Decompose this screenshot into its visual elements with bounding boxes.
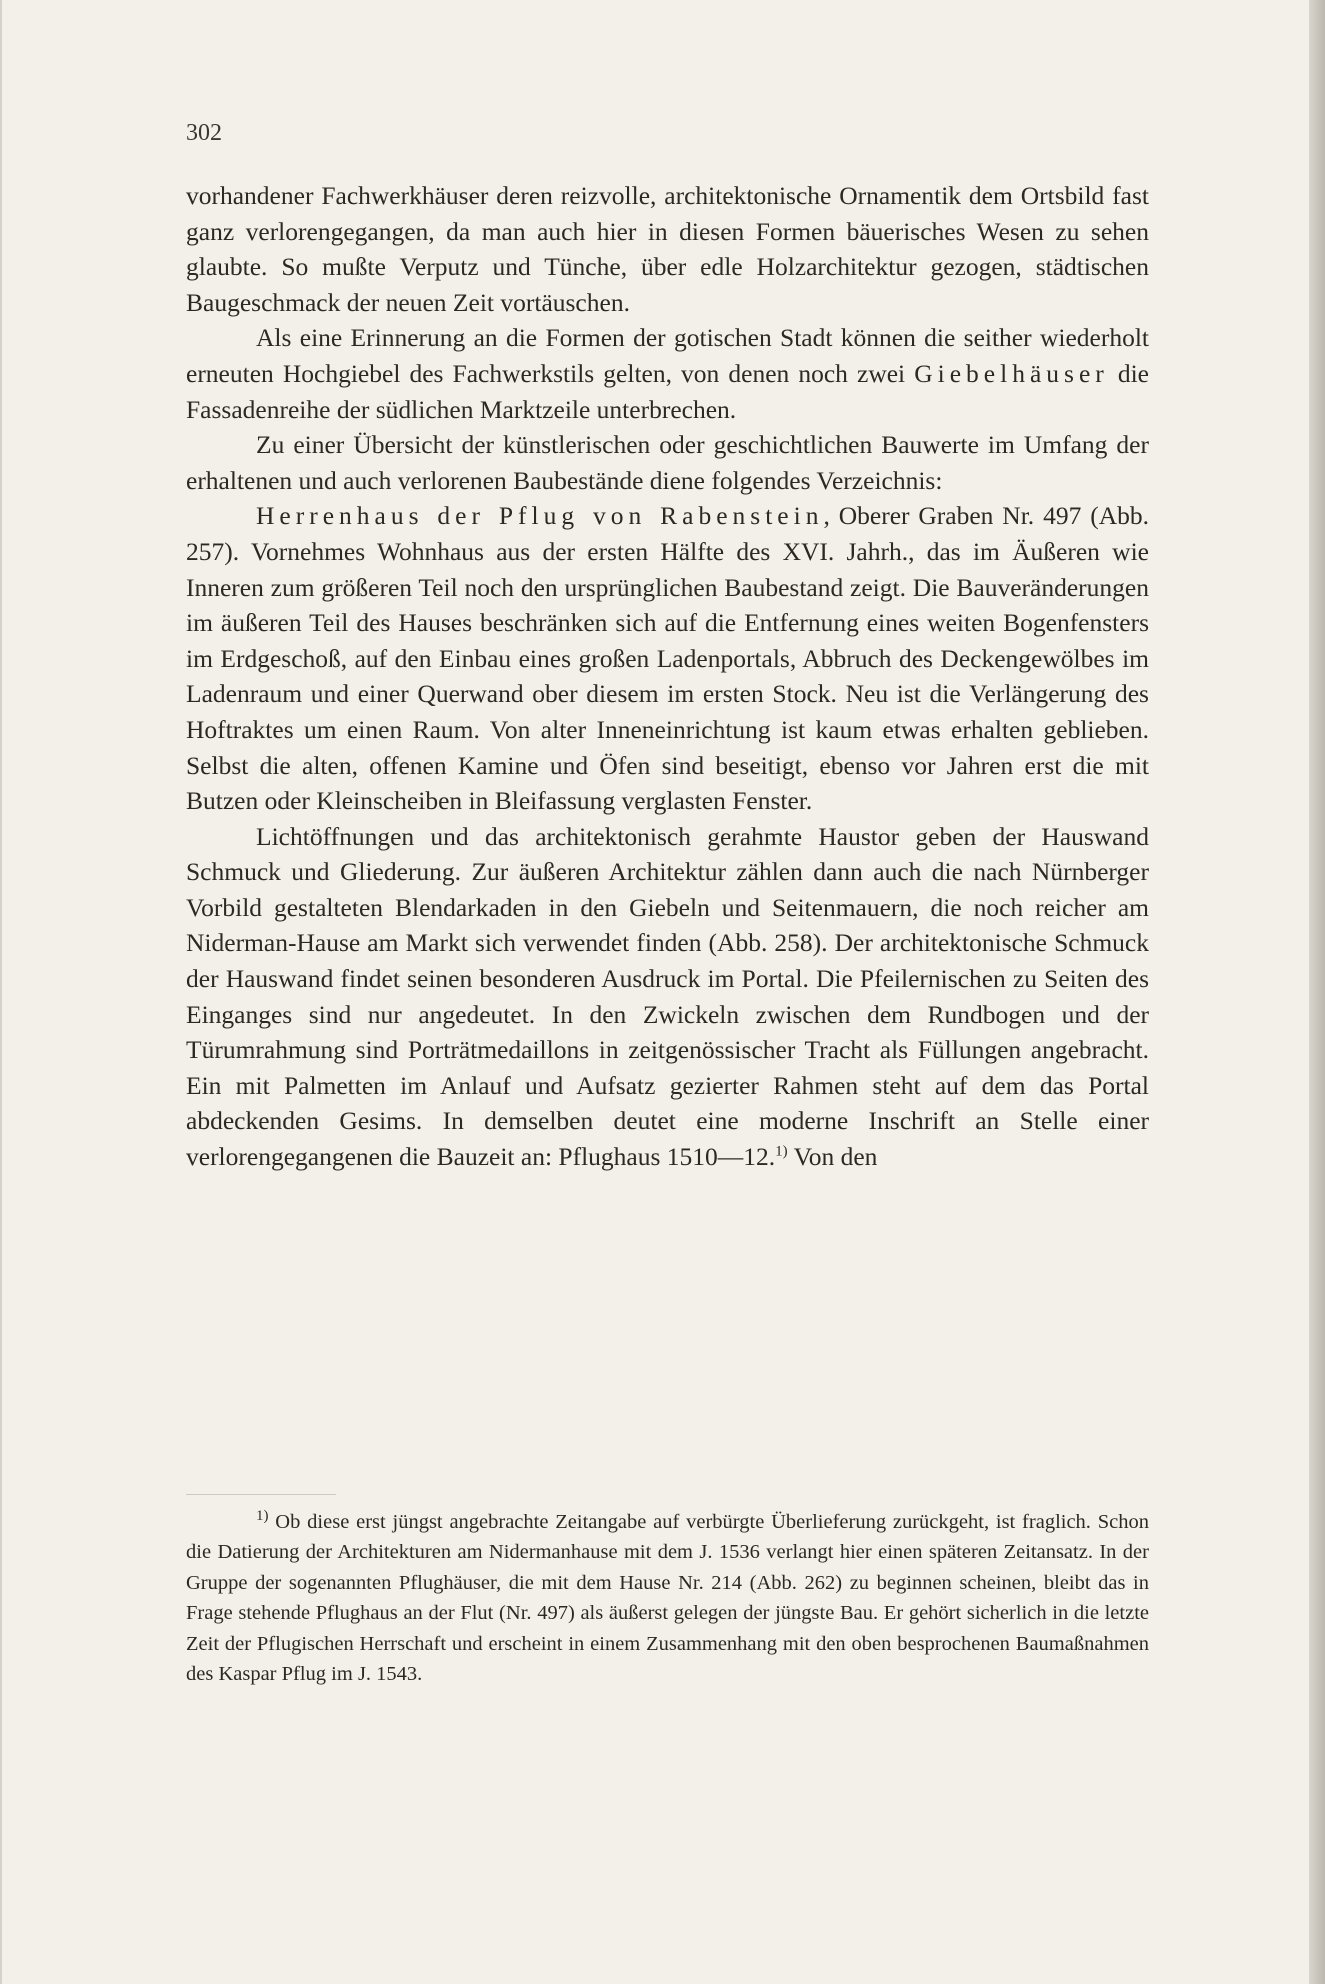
paragraph-2-text-b: die Fassadenreihe der südlichen Marktzeile unterbrechen. bbox=[186, 358, 1150, 424]
footnote-reference: 1) bbox=[775, 1143, 788, 1160]
footnote bbox=[186, 1507, 1149, 1689]
footnote-marker: 1) bbox=[256, 1508, 269, 1525]
inscription-text: Pflughaus 1510—12. bbox=[558, 1142, 776, 1172]
footnote-text: Ob diese erst jüngst angebrachte Zeitangabe auf verbürgte Überlieferung zurückgeht, ist fraglich. Schon die Datierung der Architekturen am Nidermanhause mit dem J. 1536 verlangt hier einen späteren Zeitansatz. In der Gruppe der sogenannten Pflughäuser, die mit dem Hause Nr. 214 (Abb. 262) zu beginnen scheinen, bleibt das in Frage stehende Pflughaus an der Flut (Nr. 497) als äußerst gelegen der jüngste Bau. Er gehört sicherlich in die letzte Zeit der Pflugischen Herrschaft und erscheint in einem Zusammenhang mit den oben besprochenen Baumaßnahmen des Kaspar Pflug im J. 1543. bbox=[186, 1511, 1149, 1686]
page-number: 302 bbox=[186, 120, 222, 146]
entry-heading-herrenhaus: Herrenhaus der Pflug von Rabenstein bbox=[256, 501, 824, 531]
paragraph-4 bbox=[186, 498, 1149, 818]
paragraph-5-text-a: Lichtöffnungen und das architektonisch gerahmte Haustor geben der Hauswand Schmuck und Gliederung. Zur äußeren Architektur zählen dann auch die nach Nürnberger Vorbild gestalteten Blendarkaden in den Giebeln und Seitenmauern, die noch reicher am Niderman-Hause am Markt sich verwendet finden (Abb. 258). Der architektonische Schmuck der Hauswand findet seinen besonderen Ausdruck im Portal. Die Pfeilernischen zu Seiten des Einganges sind nur angedeutet. In den Zwickeln zwischen dem Rundbogen und der Türumrahmung sind Porträtmedaillons in zeitgenössischer Tracht als Füllungen angebracht. Ein mit Palmetten im Anlauf und Aufsatz gezierter Rahmen steht auf dem das Portal abdeckenden Gesims. In demselben deutet eine moderne Inschrift an Stelle einer verlorengegangenen die Bauzeit an: bbox=[186, 821, 1149, 1172]
footnote-divider bbox=[186, 1494, 336, 1495]
body-text bbox=[186, 178, 1149, 1175]
paragraph-3: Zu einer Übersicht der künstlerischen oder geschichtlichen Bauwerte im Umfang der erhaltenen und auch verlorenen Baubestände diene folgendes Verzeichnis: bbox=[186, 430, 1149, 495]
term-giebelhaeuser: Giebelhäuser bbox=[914, 358, 1109, 388]
paragraph-5 bbox=[186, 819, 1149, 1175]
paragraph-5-text-b: Von den bbox=[787, 1142, 878, 1172]
paragraph-1: vorhandener Fachwerkhäuser deren reizvolle, architektonische Ornamentik dem Ortsbild fast ganz verlorengegangen, da man auch hier in diesen Formen bäuerisches Wesen zu sehen glaubte. So mußte Verputz und Tünche, über edle Holzarchitektur gezogen, städtischen Baugeschmack der neuen Zeit vortäuschen. bbox=[186, 181, 1149, 317]
paragraph-2-text-a: Als eine Erinnerung an die Formen der gotischen Stadt können die seither wiederholt erneuten Hochgiebel des Fachwerkstils gelten, von denen noch zwei bbox=[186, 323, 1149, 388]
page-edge bbox=[1309, 0, 1325, 1984]
paragraph-2 bbox=[186, 320, 1149, 427]
paragraph-4-text: , Oberer Graben Nr. 497 (Abb. 257). Vornehmes Wohnhaus aus der ersten Hälfte des XVI. Jahrh., das im Äußeren wie Inneren zum größeren Teil noch den ursprünglichen Baubestand zeigt. Die Bauveränderungen im äußeren Teil des Hauses beschränken sich auf die Entfernung eines weiten Bogenfensters im Erdgeschoß, auf den Einbau eines großen Ladenportals, Abbruch des Deckengewölbes im Ladenraum und einer Querwand ober diesem im ersten Stock. Neu ist die Verlängerung des Hoftraktes um einen Raum. Von alter Inneneinrichtung ist kaum etwas erhalten geblieben. Selbst die alten, offenen Kamine und Öfen sind beseitigt, ebenso vor Jahren erst die mit Butzen oder Kleinscheiben in Bleifassung verglasten Fenster. bbox=[186, 501, 1149, 816]
